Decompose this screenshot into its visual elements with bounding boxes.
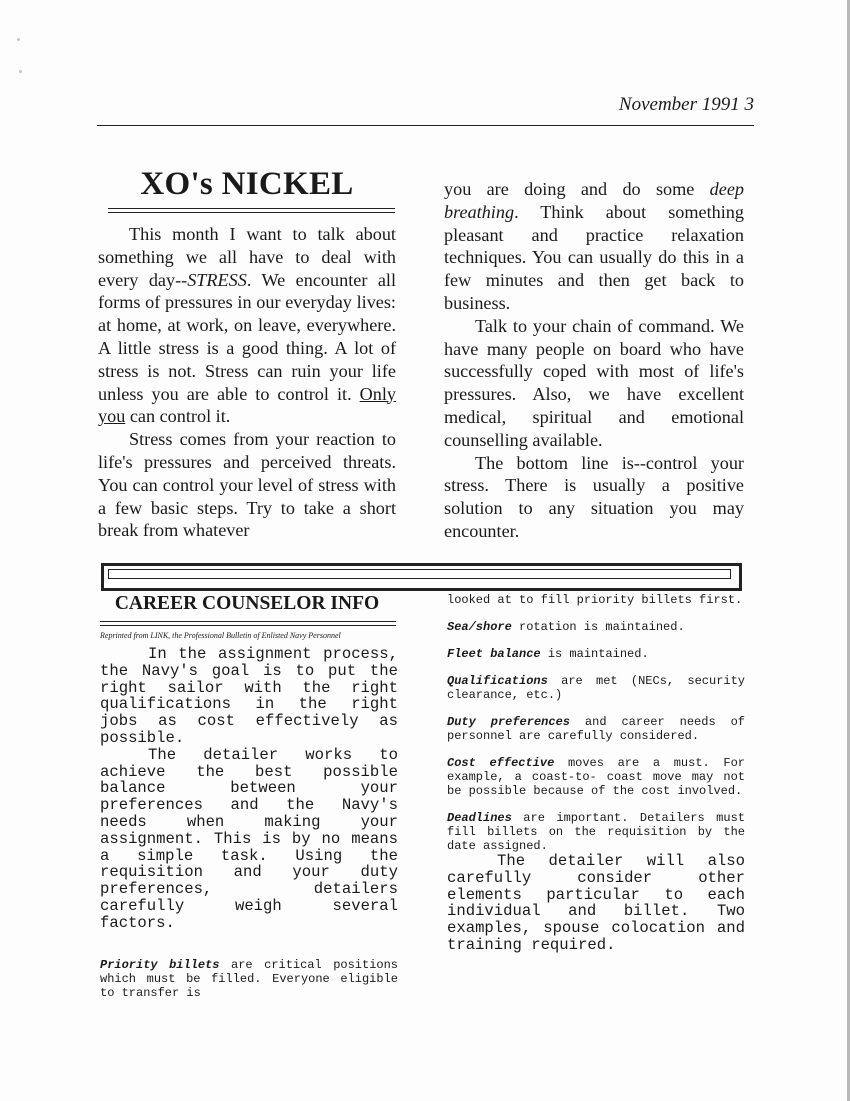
xo-p2c-text-a: you are doing and do some xyxy=(444,179,710,199)
factor-term: Sea/shore xyxy=(447,620,512,634)
career-closing-paragraph: The detailer will also carefully consider other elements particular to each individual and billet. Two examples, spouse colocation and training required. xyxy=(447,852,745,954)
factor-term: Cost effective xyxy=(447,756,555,770)
factor-term: Duty preferences xyxy=(447,715,570,729)
factor-text: are critical positions which must be filled. Everyone eligible to transfer is xyxy=(100,958,398,1000)
scan-speck xyxy=(19,70,22,73)
factor-term: Qualifications xyxy=(447,674,548,688)
xo-p1-stress: STRESS xyxy=(187,269,247,290)
career-column-right xyxy=(447,593,745,954)
factor-sea-shore xyxy=(447,620,745,634)
factor-text: moves are a must. For example, a coast-to- coast move may not be possible because of the cost involved. xyxy=(447,756,745,798)
factor-text: and career needs of personnel are carefully considered. xyxy=(447,715,745,743)
xo-paragraph-3: Talk to your chain of command. We have many people on board who have successfully coped with most of life's pressures. Also, we have excellent medical, spiritual and emotional counselling available. xyxy=(444,315,744,450)
xo-paragraph-1 xyxy=(98,223,396,428)
xo-nickel-title: XO's NICKEL xyxy=(140,166,354,202)
xo-title-double-rule xyxy=(108,208,395,213)
factor-text: rotation is maintained. xyxy=(511,620,685,634)
factor-priority-billets xyxy=(100,958,398,1000)
xo-paragraph-2: Stress comes from your reaction to life's pressures and perceived threats. You can control your level of stress with a few basic steps. Try to take a short break from whatever xyxy=(98,429,396,541)
factor-term: Deadlines xyxy=(447,811,512,825)
xo-paragraph-2-continued xyxy=(444,178,744,315)
reprint-credit: Reprinted from LINK, the Professional Bulletin of Enlisted Navy Personnel xyxy=(100,631,341,640)
career-paragraph-2: The detailer works to achieve the best possible balance between your preferences and the Navy's needs when making your assignment. This is by no means a simple task. Using the requisition and your duty preferences, detailers carefully weigh several factors. xyxy=(100,745,398,932)
factor-term: Priority billets xyxy=(100,958,220,972)
xo-column-right xyxy=(444,178,744,543)
xo-paragraph-4: The bottom line is--control your stress. There is usually a positive solution to any situation you may encounter. xyxy=(444,452,744,541)
career-priority-billets xyxy=(100,946,398,1012)
xo-p1-only-you: Only you xyxy=(98,383,396,427)
xo-column-left xyxy=(98,223,396,542)
page-header: November 1991 3 xyxy=(618,94,754,115)
career-column-left xyxy=(100,646,398,932)
xo-p2c-text-b: . Think about something pleasant and practice relaxation techniques. You can usually do this in a few minutes and then get back to business. xyxy=(444,201,744,313)
factor-duty-preferences xyxy=(447,715,745,743)
career-counselor-title: CAREER COUNSELOR INFO xyxy=(114,593,380,614)
factor-text: are met (NECs, security clearance, etc.) xyxy=(447,674,745,702)
career-title-double-rule xyxy=(100,621,396,626)
xo-p1-text-c: can control it. xyxy=(125,406,231,427)
xo-p1-text-b: . We encounter all forms of pressures in our everyday lives: at home, at work, on leave, everywhere. A little stress is a good thing. A lot of stress is not. Stress can ruin your life unless you are able to control it. xyxy=(98,269,396,404)
factor-term: Fleet balance xyxy=(447,647,541,661)
factor-cost-effective xyxy=(447,756,745,798)
header-rule xyxy=(97,125,754,126)
factor-text: is maintained. xyxy=(540,647,649,661)
factor-text: are important. Detailers must fill billets on the requisition by the date assigned. xyxy=(447,811,745,853)
scan-speck xyxy=(17,38,20,41)
factor-deadlines xyxy=(447,811,745,853)
factor-qualifications xyxy=(447,674,745,702)
xo-p2c-deep-breathing: deep breathing xyxy=(444,179,744,222)
xo-p1-text-a: This month I want to talk about something we all have to deal with every day-- xyxy=(98,224,396,290)
factor-fleet-balance xyxy=(447,647,745,661)
section-divider-inner-box xyxy=(108,569,731,579)
factor-priority-continued: looked at to fill priority billets first. xyxy=(447,593,743,607)
career-paragraph-1: In the assignment process, the Navy's goal is to put the right sailor with the right qualifications in the right jobs as cost effectively as possible. xyxy=(100,645,398,747)
